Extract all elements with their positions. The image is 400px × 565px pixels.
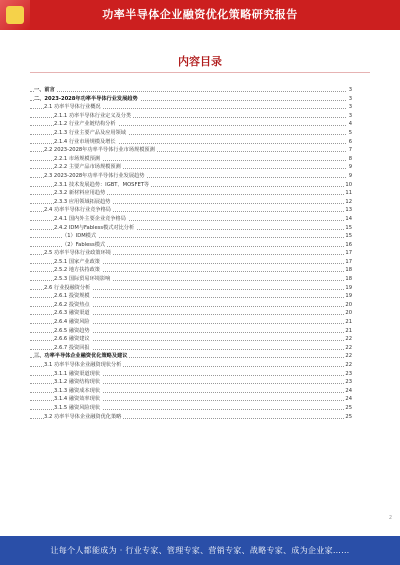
toc-entry[interactable] [30, 335, 352, 344]
toc-entry-text: 3.1.2 融资结构现状 [54, 379, 100, 386]
toc-entry-page: 5 [348, 129, 352, 136]
toc-entry-text: 2.6.3 融资渠道 [54, 310, 90, 317]
toc-entry-text: 2.4.1 国内外主要企业竞争格局 [54, 215, 126, 222]
toc-entry[interactable] [30, 138, 352, 147]
toc-entry[interactable] [30, 258, 352, 267]
toc-entry-page: 6 [348, 138, 352, 145]
toc-entry-page: 20 [345, 301, 352, 308]
toc-entry-page: 18 [345, 276, 352, 283]
toc-entry-page: 16 [345, 241, 352, 248]
toc-entry-page: 12 [345, 198, 352, 205]
report-title: 功率半导体企业融资优化策略研究报告 [102, 8, 298, 21]
toc-entry-page: 25 [345, 404, 352, 411]
toc-entry-text: 3.1.4 融资效率现状 [54, 396, 100, 403]
toc-entry[interactable] [30, 284, 352, 293]
toc-entry-page: 22 [345, 353, 352, 360]
toc-entry-text: 2.1 功率半导体行业概况 [44, 104, 101, 111]
toc-entry[interactable] [30, 404, 352, 413]
toc-entry-text: 3.1.1 融资渠道现状 [54, 370, 100, 377]
toc-entry-page: 15 [345, 233, 352, 240]
toc-entry-page: 3 [348, 104, 352, 111]
toc-entry[interactable] [30, 344, 352, 353]
toc-leader-dots [30, 91, 346, 92]
toc-entry-page: 23 [345, 370, 352, 377]
toc-entry[interactable] [30, 266, 352, 275]
toc-entry-text: 3.1 功率半导体企业融资现状分析 [44, 362, 122, 368]
toc-entry-page: 11 [345, 190, 352, 197]
toc-entry-page: 3 [348, 87, 352, 93]
toc-entry[interactable] [30, 241, 352, 250]
toc-divider [30, 72, 370, 73]
toc-entry[interactable] [30, 352, 352, 361]
toc-entry-page: 22 [345, 362, 352, 368]
toc-entry-page: 10 [345, 181, 352, 188]
toc-entry-text: 2.6.6 融资建议 [54, 336, 90, 343]
toc-entry[interactable] [30, 318, 352, 327]
toc-entry[interactable] [30, 86, 352, 95]
toc-entry-text: 3.2 功率半导体企业融资优化策略 [44, 413, 122, 420]
toc-entry-text: 2.3.1 技术发展趋势：IGBT、MOSFET等 [54, 181, 150, 188]
toc-entry-page: 24 [345, 396, 352, 403]
toc-entry-page: 17 [345, 258, 352, 265]
toc-entry[interactable] [30, 378, 352, 387]
toc-entry[interactable] [30, 129, 352, 138]
toc-entry[interactable] [30, 249, 352, 258]
toc-entry[interactable] [30, 370, 352, 379]
toc-entry-text: 2.6 行业投融资分析 [44, 284, 91, 291]
toc-entry-text: 2.1.1 功率半导体行业定义及分类 [54, 112, 132, 119]
toc-entry-page: 3 [348, 95, 352, 102]
toc-entry[interactable] [30, 215, 352, 224]
toc-entry-text: 2.6.5 融资趋势 [54, 327, 90, 334]
toc-entry[interactable] [30, 224, 352, 233]
toc-entry-text: 2.2.2 主要产品市场规模预测 [54, 164, 121, 171]
toc-entry-page: 9 [348, 164, 352, 171]
toc-entry-page: 20 [345, 310, 352, 317]
toc-entry-page: 22 [345, 336, 352, 343]
toc-heading: 内容目录 [178, 55, 222, 68]
toc-entry-text: 一、前言 [34, 87, 55, 93]
toc-entry-text: 2.5.2 地方扶持政策 [54, 267, 100, 274]
toc-entry-text: 2.3.3 应用领域拓展趋势 [54, 198, 111, 205]
toc-entry[interactable] [30, 309, 352, 318]
toc-entry[interactable] [30, 181, 352, 190]
toc-list [30, 86, 352, 421]
toc-entry-page: 7 [348, 147, 352, 154]
toc-entry[interactable] [30, 103, 352, 112]
toc-entry[interactable] [30, 146, 352, 155]
toc-entry[interactable] [30, 413, 352, 422]
toc-entry-text: 2.6.4 融资风险 [54, 319, 90, 326]
toc-entry-page: 19 [345, 293, 352, 300]
toc-entry-page: 22 [345, 344, 352, 351]
page-number: 2 [388, 515, 392, 521]
toc-entry-text: 2.4.2 IDM与Fabless模式对比分析 [54, 224, 135, 231]
toc-entry-page: 25 [345, 413, 352, 420]
toc-entry-page: 8 [348, 155, 352, 162]
toc-entry-text: 2.3 2023-2028年功率半导体行业发展趋势 [44, 172, 145, 179]
toc-entry-text: 2.2 2023-2028年功率半导体行业市场规模预测 [44, 147, 155, 154]
toc-entry-text: 2.4 功率半导体行业竞争格局 [44, 207, 111, 214]
toc-entry-page: 9 [348, 172, 352, 179]
toc-entry[interactable] [30, 206, 352, 215]
toc-entry-text: 2.5.3 国际贸易环境影响 [54, 276, 111, 283]
toc-entry-page: 19 [345, 284, 352, 291]
toc-entry-page: 18 [345, 267, 352, 274]
toc-entry-text: 2.1.3 行业主要产品及应用领域 [54, 129, 126, 136]
toc-entry[interactable] [30, 361, 352, 370]
toc-entry-page: 24 [345, 387, 352, 394]
toc-entry[interactable] [30, 387, 352, 396]
toc-entry-page: 15 [345, 224, 352, 231]
toc-entry-text: 2.3.2 新材料应用趋势 [54, 190, 106, 197]
toc-entry-text: 3.1.5 融资风险现状 [54, 404, 100, 411]
toc-entry[interactable] [30, 275, 352, 284]
toc-entry[interactable] [30, 395, 352, 404]
toc-entry[interactable] [30, 112, 352, 121]
toc-page [30, 30, 370, 520]
toc-entry[interactable] [30, 163, 352, 172]
toc-entry-page: 14 [345, 215, 352, 222]
toc-entry-text: 2.5.1 国家产业政策 [54, 258, 100, 265]
toc-entry-text: 三、功率半导体企业融资优化策略及建议 [34, 353, 128, 360]
toc-entry-text: 2.6.1 投资规模 [54, 293, 90, 300]
toc-entry[interactable] [30, 189, 352, 198]
toc-entry-text: 2.6.7 投资回报 [54, 344, 90, 351]
toc-entry-page: 21 [345, 327, 352, 334]
toc-entry[interactable] [30, 301, 352, 310]
toc-entry-text: 2.6.2 投资热点 [54, 301, 90, 308]
toc-entry[interactable] [30, 198, 352, 207]
toc-entry[interactable] [30, 292, 352, 301]
toc-entry-page: 23 [345, 379, 352, 386]
toc-entry-text: 3.1.3 融资成本现状 [54, 387, 100, 394]
toc-entry-text: （1）IDM模式 [62, 233, 97, 240]
toc-entry-page: 21 [345, 319, 352, 326]
toc-entry[interactable] [30, 232, 352, 241]
toc-entry-text: 2.1.4 行业市场规模及增长 [54, 138, 116, 145]
toc-entry[interactable] [30, 327, 352, 336]
toc-entry-text: 2.1.2 行业产业链结构分析 [54, 121, 116, 128]
toc-entry-text: 2.5 功率半导体行业政策环境 [44, 250, 111, 257]
toc-entry-page: 13 [345, 207, 352, 214]
toc-entry[interactable] [30, 172, 352, 181]
toc-entry-page: 3 [348, 112, 352, 119]
toc-entry-page: 4 [348, 121, 352, 128]
toc-entry-text: （2）Fabless模式 [62, 241, 106, 248]
toc-entry-text: 二、2023-2028年功率半导体行业发展趋势 [34, 95, 138, 102]
footer-slogan: 让每个人都能成为 · 行业专家、管理专家、营销专家、战略专家、成为企业家…… [50, 546, 350, 555]
toc-entry-page: 17 [345, 250, 352, 257]
toc-entry[interactable] [30, 95, 352, 104]
toc-entry[interactable] [30, 120, 352, 129]
toc-entry-text: 2.2.1 市场规模预测 [54, 155, 100, 162]
toc-entry[interactable] [30, 155, 352, 164]
